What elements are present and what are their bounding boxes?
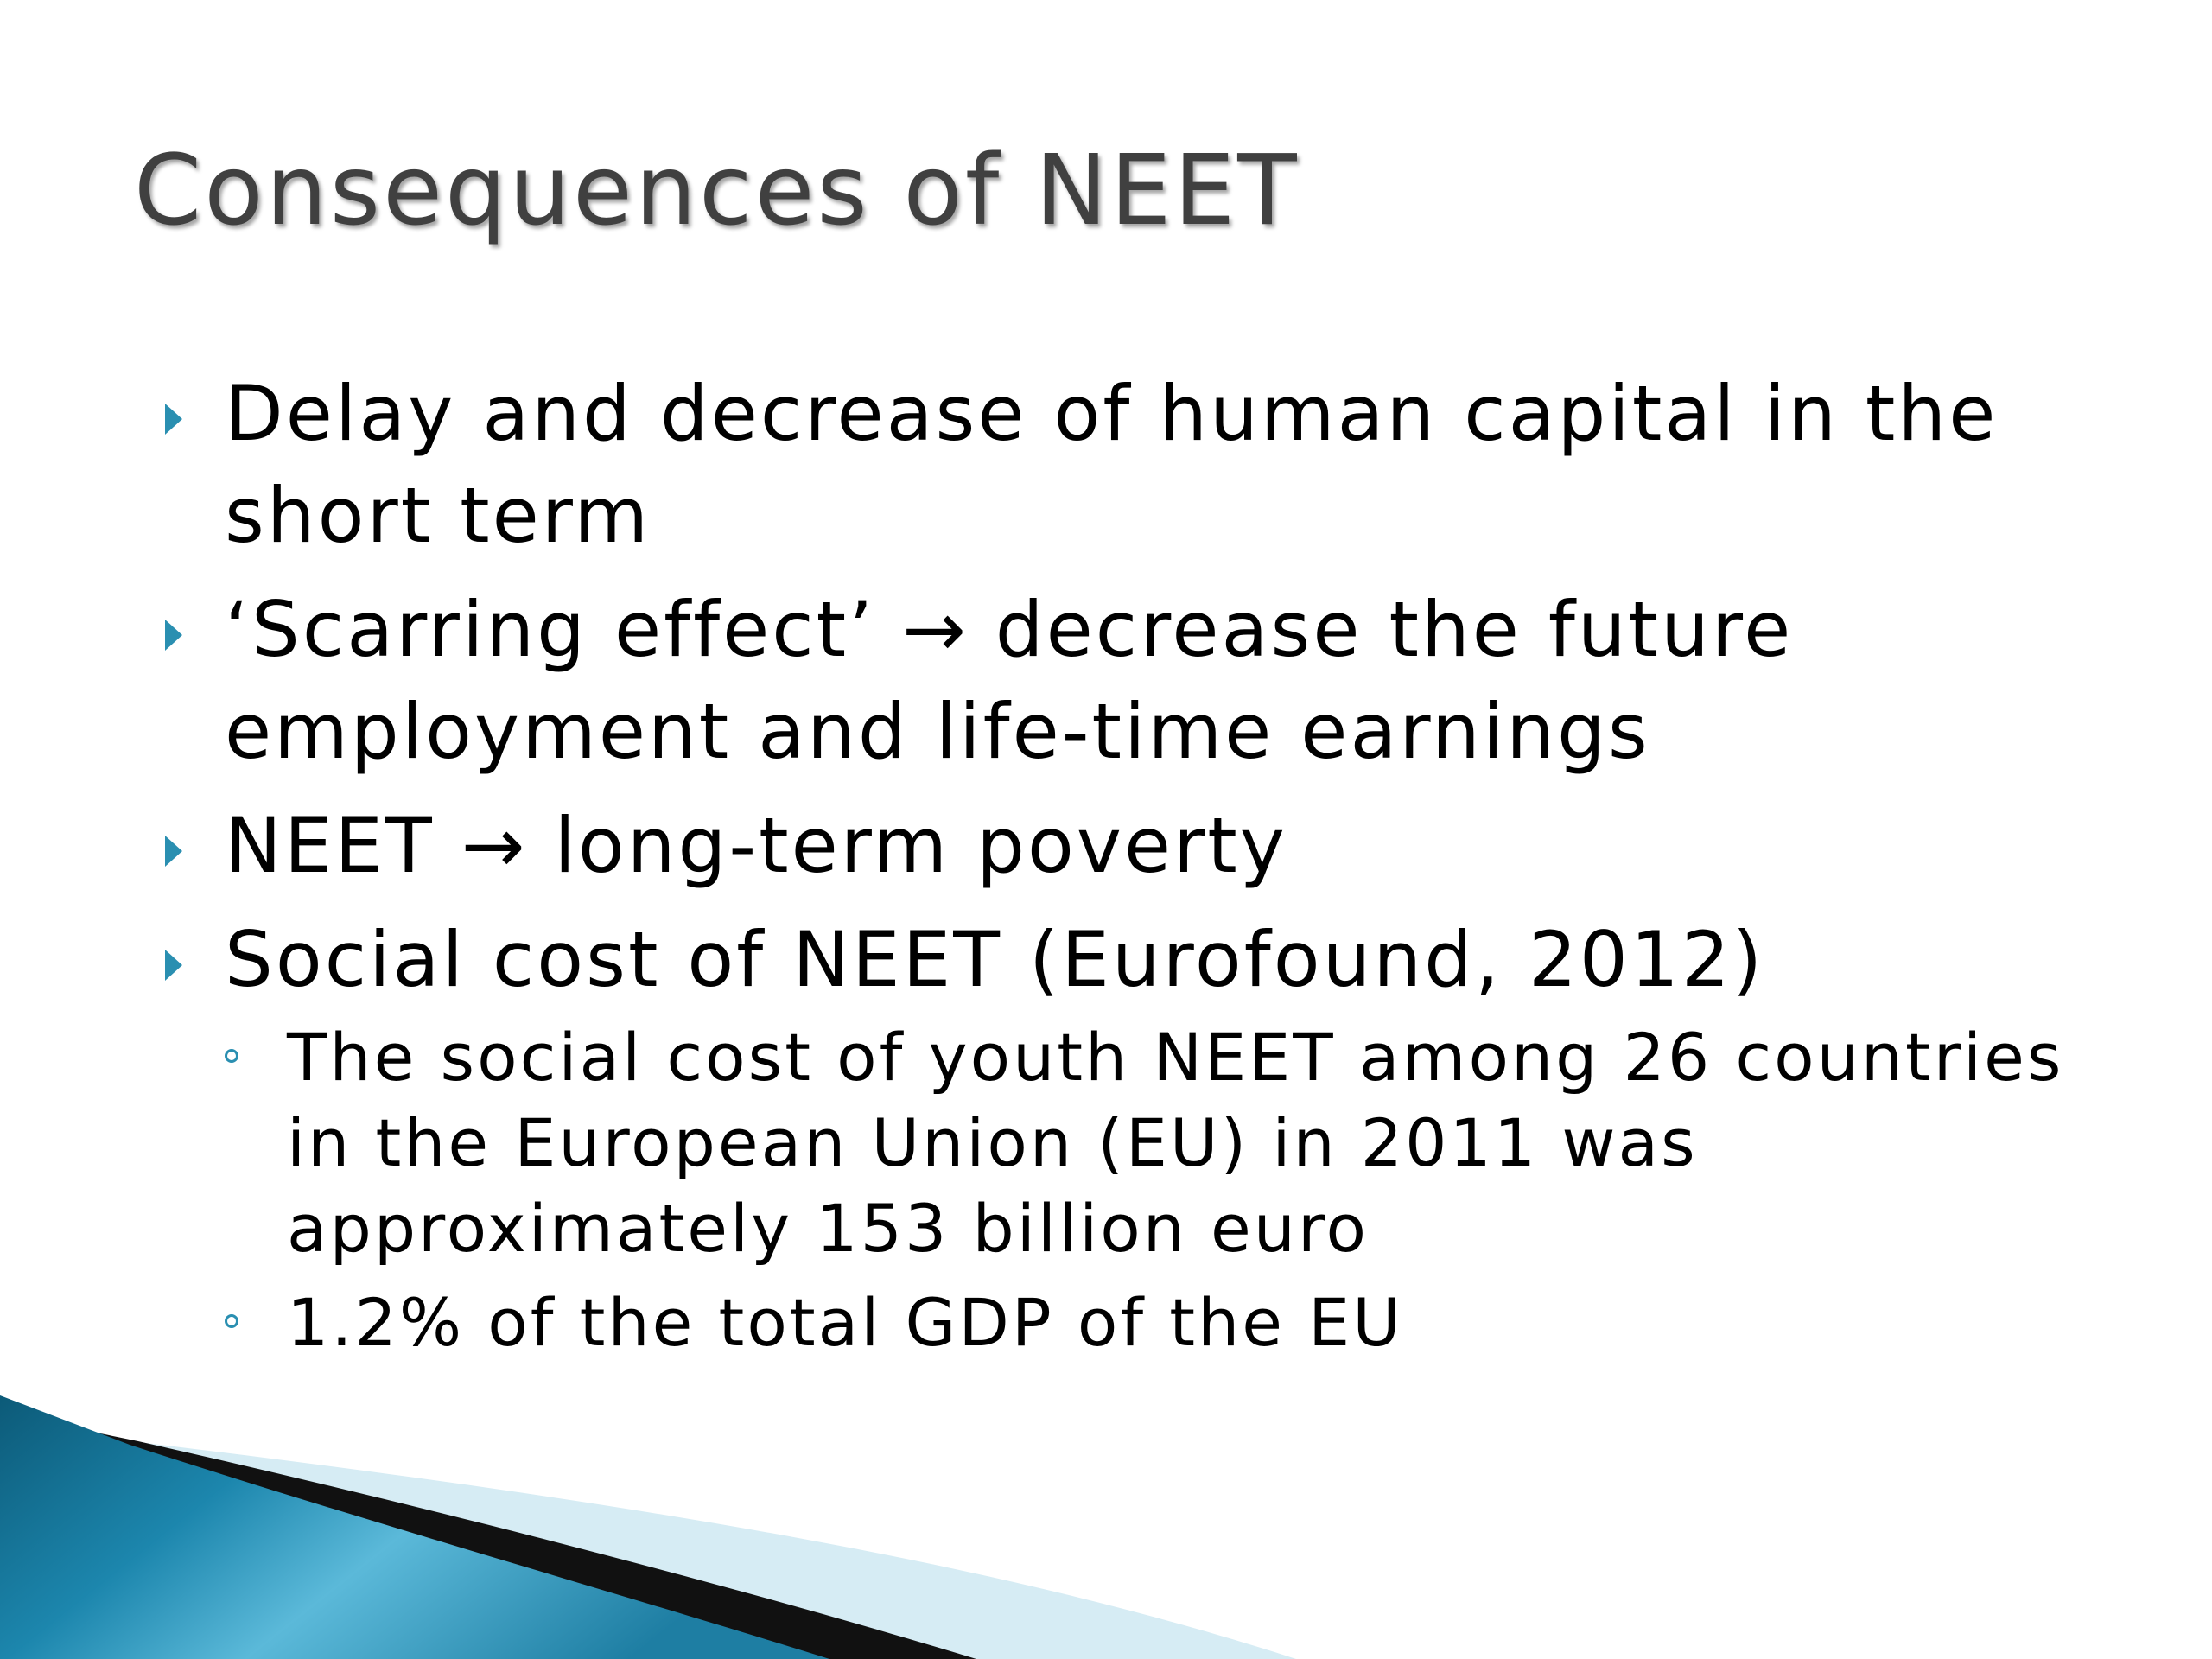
bullet-text: Social cost of NEET (Eurofound, 2012): [225, 915, 1765, 1004]
sub-bullet-list: [225, 1014, 2104, 1365]
bullet-text: Delay and decrease of human capital in the short term: [225, 369, 1999, 560]
sub-bullet-item: [225, 1280, 2104, 1365]
slide-title: Consequences of NEET: [134, 135, 1300, 247]
sub-bullet-text: The social cost of youth NEET among 26 countries in the European Union (EU) in 2011 was approximately 153 billion euro: [287, 1019, 2064, 1267]
slide-content: [160, 363, 2104, 1377]
bullet-item: [160, 579, 2104, 783]
bullet-item: [160, 363, 2104, 567]
bullet-list: [160, 363, 2104, 1365]
sub-bullet-item: [225, 1014, 2104, 1271]
circle-bullet-icon: [225, 1049, 238, 1063]
bullet-text: ‘Scarring effect’ → decrease the future employment and life-time earnings: [225, 585, 1794, 776]
bullet-item: [160, 795, 2104, 897]
triangle-bullet-icon: [165, 620, 182, 651]
bullet-text: NEET → long-term poverty: [225, 801, 1287, 890]
triangle-bullet-icon: [165, 950, 182, 981]
triangle-bullet-icon: [165, 404, 182, 435]
bullet-item: [160, 909, 2104, 1365]
sub-bullet-text: 1.2% of the total GDP of the EU: [287, 1284, 1403, 1361]
triangle-bullet-icon: [165, 836, 182, 867]
circle-bullet-icon: [225, 1314, 238, 1328]
